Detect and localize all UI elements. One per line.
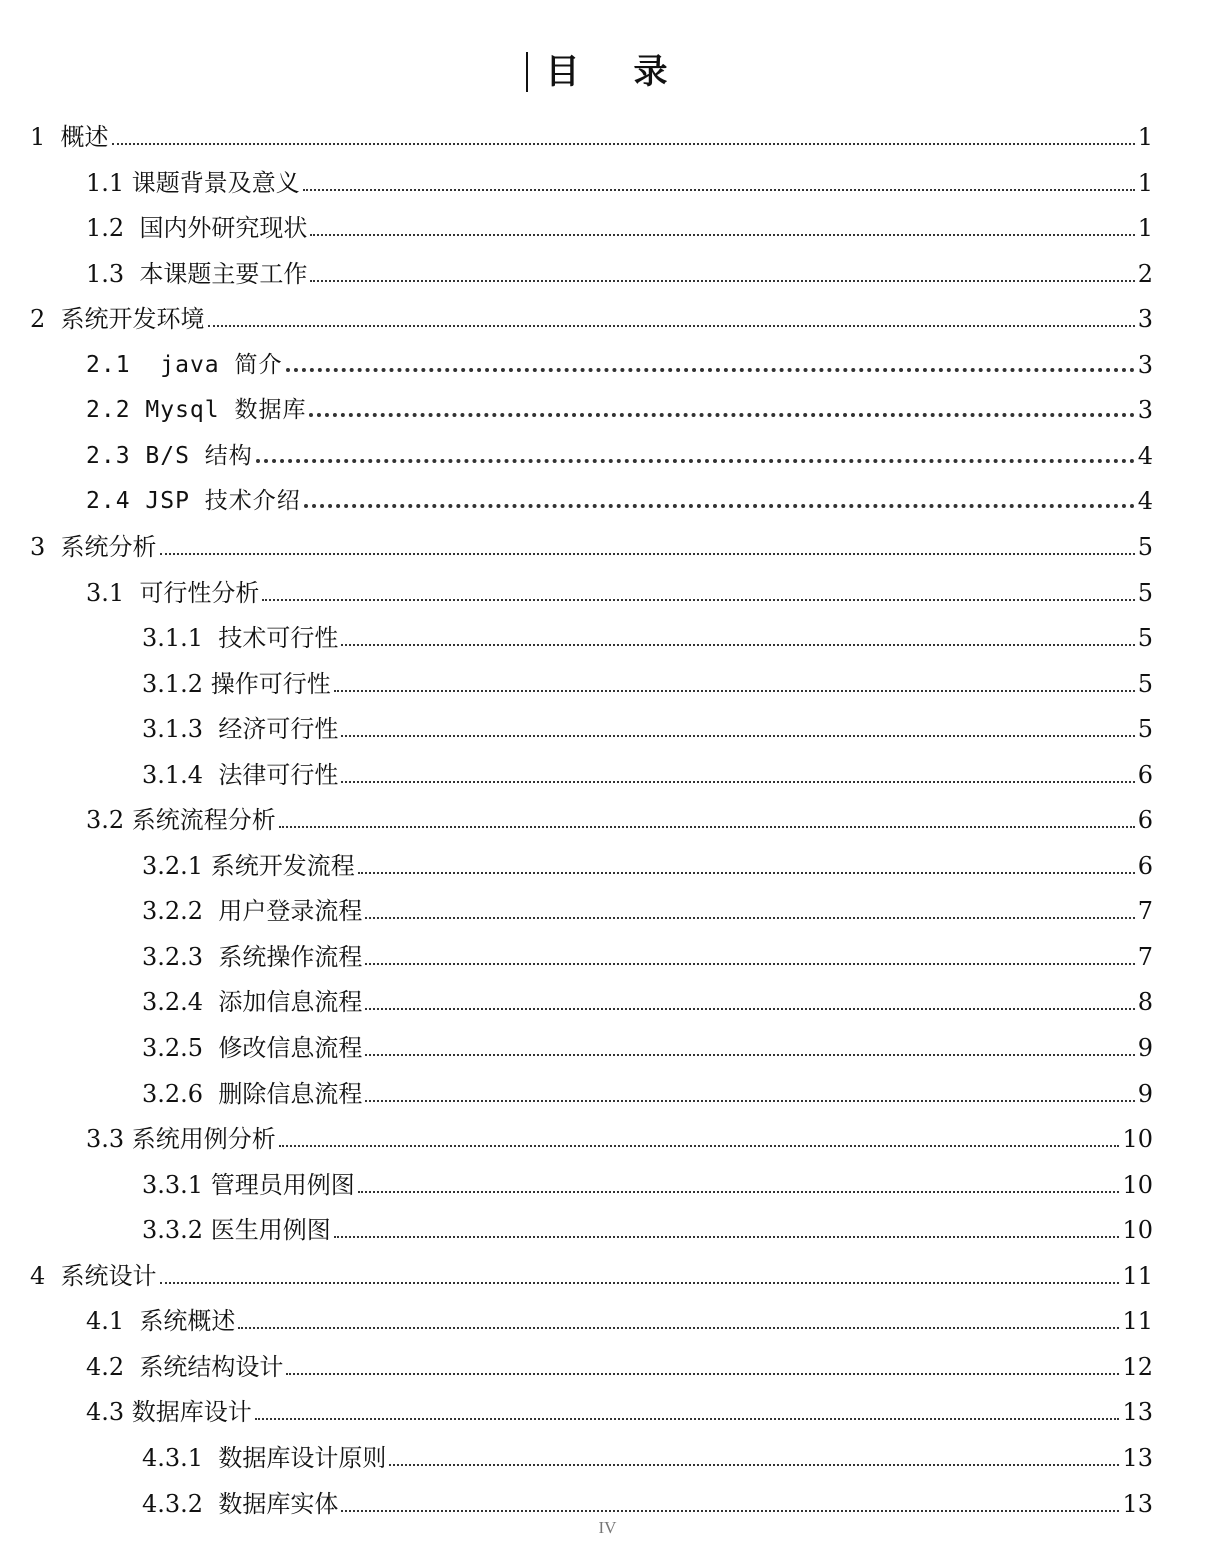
toc-entry-page: 2	[1137, 260, 1153, 288]
toc-entry[interactable]	[142, 837, 1153, 883]
toc-entry-page: 6	[1137, 806, 1153, 834]
dot-leader	[358, 872, 1135, 874]
dot-leader	[341, 1510, 1119, 1512]
toc-entry-label: 删除信息流程	[218, 1080, 363, 1108]
toc-entry-label: 数据库设计	[131, 1398, 252, 1426]
toc-entry[interactable]	[30, 290, 1153, 336]
toc-entry-page: 5	[1137, 579, 1153, 607]
dot-leader	[256, 459, 1135, 463]
toc-entry-number: 3.2	[86, 806, 132, 834]
toc-entry-page: 13	[1122, 1398, 1153, 1426]
toc-entry-label: 操作可行性	[210, 670, 331, 698]
toc-entry[interactable]	[86, 1383, 1153, 1429]
toc-entry[interactable]	[142, 700, 1153, 746]
toc-entry[interactable]	[86, 1110, 1153, 1156]
toc-entry-number: 3.2.3	[142, 943, 219, 971]
dot-leader	[365, 1008, 1134, 1010]
dot-leader	[286, 368, 1135, 372]
dot-leader	[262, 599, 1134, 601]
toc-entry-number: 3.1.3	[142, 715, 219, 743]
dot-leader	[160, 553, 1135, 555]
dot-leader	[334, 690, 1135, 692]
dot-leader	[303, 189, 1135, 191]
toc-entry-page: 10	[1122, 1125, 1153, 1153]
toc-entry-page: 7	[1137, 897, 1153, 925]
toc-entry-label: 系统结构设计	[139, 1353, 284, 1381]
toc-entry-number: 3.2.5	[142, 1034, 219, 1062]
toc-entry-page: 6	[1137, 852, 1153, 880]
dot-leader	[310, 280, 1134, 282]
toc-entry-label: 系统开发流程	[210, 852, 355, 880]
toc-entry-label: 修改信息流程	[218, 1034, 363, 1062]
toc-entry-number: 4.2	[86, 1353, 140, 1381]
toc-entry-label: 系统流程分析	[131, 806, 276, 834]
toc-entry-label: 系统分析	[60, 533, 157, 561]
toc-entry[interactable]	[86, 381, 1153, 427]
toc-entry[interactable]	[86, 564, 1153, 610]
toc-entry-label: 系统开发环境	[60, 305, 205, 333]
toc-entry-label: 可行性分析	[139, 579, 260, 607]
toc-entry-page: 1	[1137, 123, 1153, 151]
toc-entry-number: 2.1	[86, 352, 161, 378]
toc-entry[interactable]	[86, 427, 1153, 473]
toc-entry-number: 1	[30, 123, 61, 151]
toc-entry-page: 13	[1122, 1490, 1153, 1518]
toc-entry-number: 4.3.1	[142, 1444, 219, 1472]
toc-entry-page: 12	[1122, 1353, 1153, 1381]
toc-entry-page: 11	[1122, 1262, 1153, 1290]
toc-entry-number: 3.2.1	[142, 852, 211, 880]
toc-entry-number: 3.1.1	[142, 624, 219, 652]
toc-entry[interactable]	[86, 791, 1153, 837]
toc-entry[interactable]	[86, 1338, 1153, 1384]
toc-entry[interactable]	[142, 1065, 1153, 1111]
dot-leader	[255, 1418, 1120, 1420]
toc-entry-number: 4.3	[86, 1398, 132, 1426]
dot-leader	[304, 504, 1135, 508]
toc-entry-number: 3.2.2	[142, 897, 219, 925]
dot-leader	[334, 1236, 1120, 1238]
toc-entry-number: 3.3	[86, 1125, 132, 1153]
toc-entry-number: 4	[30, 1262, 61, 1290]
toc-entry[interactable]	[86, 154, 1153, 200]
toc-entry-number: 3.2.4	[142, 988, 219, 1016]
toc-entry[interactable]	[142, 928, 1153, 974]
toc-entry-label: 本课题主要工作	[139, 260, 308, 288]
toc-entry-page: 3	[1137, 305, 1153, 333]
toc-entry-page: 5	[1137, 670, 1153, 698]
toc-entry[interactable]	[142, 1475, 1153, 1521]
toc-entry[interactable]	[142, 1019, 1153, 1065]
toc-entry-page: 3	[1137, 396, 1153, 424]
toc-entry-number: 1.3	[86, 260, 140, 288]
toc-entry[interactable]	[142, 973, 1153, 1019]
dot-leader	[365, 1054, 1134, 1056]
toc-entry-number: 1.2	[86, 214, 140, 242]
toc-entry[interactable]	[142, 746, 1153, 792]
toc-entry-number: 2.3	[86, 443, 146, 469]
toc-entry[interactable]	[30, 1247, 1153, 1293]
dot-leader	[238, 1327, 1119, 1329]
dot-leader	[160, 1282, 1120, 1284]
toc-entry-label: 系统操作流程	[218, 943, 363, 971]
dot-leader	[365, 1100, 1134, 1102]
toc-entry[interactable]	[86, 245, 1153, 291]
toc-entry-label: 法律可行性	[218, 761, 339, 789]
toc-entry-label: 技术可行性	[218, 624, 339, 652]
toc-entry-label: 数据库实体	[218, 1490, 339, 1518]
toc-entry-number: 4.3.2	[142, 1490, 219, 1518]
toc-entry-number: 3	[30, 533, 61, 561]
dot-leader	[365, 963, 1134, 965]
dot-leader	[365, 917, 1134, 919]
page-number-footer: IV	[598, 1518, 617, 1537]
toc-entry-number: 3.3.1	[142, 1171, 211, 1199]
dot-leader	[208, 325, 1135, 327]
toc-entry-label: 系统设计	[60, 1262, 157, 1290]
dot-leader	[310, 234, 1134, 236]
toc-entry-page: 8	[1137, 988, 1153, 1016]
toc-entry-page: 1	[1137, 169, 1153, 197]
toc-entry[interactable]	[142, 1429, 1153, 1475]
dot-leader	[286, 1373, 1119, 1375]
toc-entry-page: 3	[1137, 351, 1153, 379]
toc-entry-page: 4	[1137, 487, 1153, 515]
toc-entry-page: 10	[1122, 1216, 1153, 1244]
toc-entry-label: 医生用例图	[210, 1216, 331, 1244]
toc-entry-page: 13	[1122, 1444, 1153, 1472]
dot-leader	[341, 781, 1134, 783]
dot-leader	[279, 826, 1135, 828]
toc-entry[interactable]	[142, 1201, 1153, 1247]
toc-entry[interactable]	[30, 518, 1153, 564]
toc-entry-number: 2.4	[86, 488, 146, 514]
toc-entry-page: 6	[1137, 761, 1153, 789]
toc-entry-number: 3.2.6	[142, 1080, 219, 1108]
toc-entry-page: 10	[1122, 1171, 1153, 1199]
toc-entry[interactable]	[142, 882, 1153, 928]
dot-leader	[112, 143, 1135, 145]
title-right-char: 录	[633, 52, 670, 92]
toc-entry[interactable]	[30, 108, 1153, 154]
toc-entry[interactable]	[86, 472, 1153, 518]
toc-entry-label: java 简介	[160, 352, 283, 378]
toc-entry-label: 添加信息流程	[218, 988, 363, 1016]
toc-entry-number: 2	[30, 305, 61, 333]
toc-entry-page: 5	[1137, 715, 1153, 743]
toc-entry-page: 1	[1137, 214, 1153, 242]
toc-entry-number: 2.2	[86, 397, 146, 423]
dot-leader	[341, 644, 1134, 646]
toc-entry-label: 数据库设计原则	[218, 1444, 387, 1472]
title-left-char: 目	[545, 52, 582, 92]
toc-entry[interactable]	[86, 336, 1153, 382]
toc-entry-page: 5	[1137, 533, 1153, 561]
toc-entry-label: 系统用例分析	[131, 1125, 276, 1153]
toc-entry[interactable]	[142, 609, 1153, 655]
toc-entry-page: 5	[1137, 624, 1153, 652]
toc-entry-label: 用户登录流程	[218, 897, 363, 925]
toc-entry-label: 经济可行性	[218, 715, 339, 743]
toc-entry-page: 11	[1122, 1307, 1153, 1335]
dot-leader	[389, 1464, 1119, 1466]
toc-entry-page: 4	[1137, 442, 1153, 470]
toc-entry[interactable]	[142, 655, 1153, 701]
toc-entry-label: 系统概述	[139, 1307, 236, 1335]
dot-leader	[358, 1191, 1120, 1193]
toc-entry-number: 1.1	[86, 169, 132, 197]
toc-entry-label: 管理员用例图	[210, 1171, 355, 1199]
toc-entry-label: 课题背景及意义	[131, 169, 300, 197]
page-title	[0, 46, 1215, 98]
toc-entry-number: 4.1	[86, 1307, 140, 1335]
toc-entry-number: 3.1.2	[142, 670, 211, 698]
toc-entry[interactable]	[86, 199, 1153, 245]
toc-entry-page: 7	[1137, 943, 1153, 971]
toc-entry-label: JSP 技术介绍	[145, 488, 301, 514]
toc-entry[interactable]	[86, 1292, 1153, 1338]
dot-leader	[309, 413, 1134, 417]
toc-entry-number: 3.3.2	[142, 1216, 211, 1244]
toc-entry-number: 3.1	[86, 579, 140, 607]
toc-entry-label: Mysql 数据库	[145, 397, 307, 423]
toc-entry-number: 3.1.4	[142, 761, 219, 789]
toc-entry-page: 9	[1137, 1034, 1153, 1062]
dot-leader	[341, 735, 1134, 737]
dot-leader	[279, 1145, 1120, 1147]
toc-entry-label: 概述	[60, 123, 109, 151]
toc-entry-page: 9	[1137, 1080, 1153, 1108]
toc-entry-label: 国内外研究现状	[139, 214, 308, 242]
toc-entry-label: B/S 结构	[145, 443, 253, 469]
toc-entry[interactable]	[142, 1156, 1153, 1202]
